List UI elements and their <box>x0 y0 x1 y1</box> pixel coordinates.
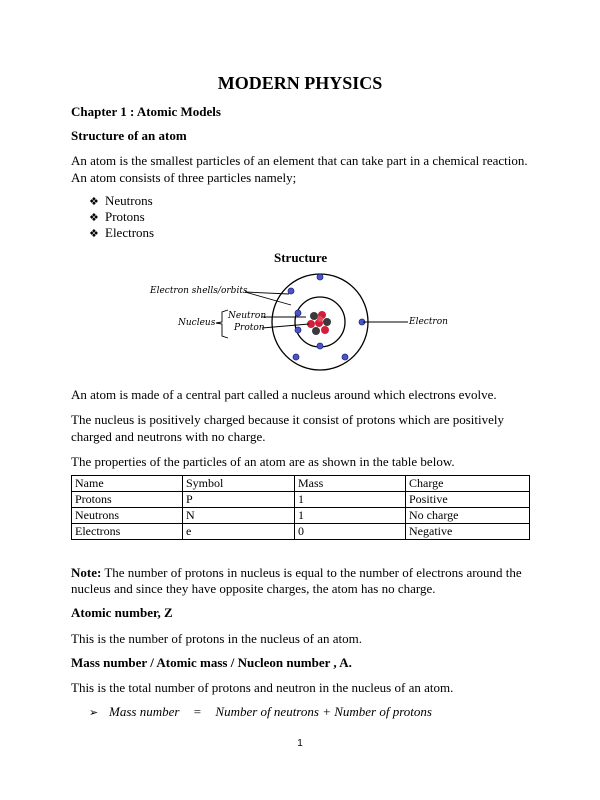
note-text-1: The number of protons in nucleus is equal to the number of electrons around the <box>101 565 522 580</box>
table-cell: N <box>183 508 295 524</box>
paragraph-charge-line-2: charged and neutrons with no charge. <box>71 429 266 444</box>
table-header-cell: Symbol <box>183 476 295 492</box>
particle-properties-table <box>71 475 530 540</box>
nucleus-icon <box>307 311 331 335</box>
table-header-row <box>72 476 530 492</box>
label-nucleus: Nucleus <box>178 318 216 328</box>
page-title: MODERN PHYSICS <box>217 73 383 93</box>
note-line-2: nucleus and since they have opposite charges, the atom has no charge. <box>71 581 436 596</box>
text-mass-number: This is the total number of protons and neutron in the nucleus of an atom. <box>71 680 454 695</box>
chapter-heading: Chapter 1 : Atomic Models <box>71 104 221 119</box>
table-row <box>72 508 530 524</box>
diamond-bullet-icon: ❖ <box>89 227 99 240</box>
table-cell: P <box>183 492 295 508</box>
table-cell: Negative <box>406 524 530 540</box>
formula-right: Number of neutrons + Number of protons <box>215 704 432 719</box>
note-label: Note: <box>71 565 102 580</box>
table-cell: 1 <box>295 492 406 508</box>
table-cell: Positive <box>406 492 530 508</box>
table-cell: Neutrons <box>72 508 183 524</box>
heading-mass-number: Mass number / Atomic mass / Nucleon number , A. <box>71 655 352 670</box>
paragraph-charge-line-1: The nucleus is positively charged because it consist of protons which are positively <box>71 412 504 427</box>
label-proton: Proton <box>234 323 265 333</box>
diagram-title: Structure <box>274 250 328 265</box>
table-cell: Protons <box>72 492 183 508</box>
table-row <box>72 524 530 540</box>
list-item: ❖ Electrons <box>89 225 155 240</box>
label-electron-shells: Electron shells/orbits <box>150 286 248 296</box>
section-heading-structure: Structure of an atom <box>71 128 187 143</box>
diamond-bullet-icon: ❖ <box>89 195 99 208</box>
label-neutron: Neutron <box>228 311 267 321</box>
table-header-cell: Mass <box>295 476 406 492</box>
intro-line-1: An atom is the smallest particles of an element that can take part in a chemical reaction. <box>71 153 528 168</box>
formula-left: Mass number <box>109 704 180 719</box>
list-item: ❖ Neutrons <box>89 193 153 208</box>
formula-line <box>89 703 432 721</box>
intro-line-2: An atom consists of three particles namely; <box>71 170 297 185</box>
table-cell: e <box>183 524 295 540</box>
paragraph-table-intro: The properties of the particles of an atom are as shown in the table below. <box>71 454 455 469</box>
note-line-1 <box>71 564 522 581</box>
table-header-cell: Name <box>72 476 183 492</box>
text-atomic-number: This is the number of protons in the nucleus of an atom. <box>71 631 363 646</box>
table-cell: Electrons <box>72 524 183 540</box>
table-row <box>72 492 530 508</box>
table-cell: 0 <box>295 524 406 540</box>
paragraph-nucleus: An atom is made of a central part called a nucleus around which electrons evolve. <box>71 387 497 402</box>
list-item: ❖ Protons <box>89 209 145 224</box>
label-electron: Electron <box>409 317 448 327</box>
heading-atomic-number: Atomic number, Z <box>71 605 173 620</box>
table-cell: 1 <box>295 508 406 524</box>
arrow-bullet-icon: ➢ <box>89 706 99 719</box>
table-header-cell: Charge <box>406 476 530 492</box>
formula-equals: = <box>193 704 202 719</box>
page-number: 1 <box>297 738 303 749</box>
table-cell: No charge <box>406 508 530 524</box>
diamond-bullet-icon: ❖ <box>89 211 99 224</box>
